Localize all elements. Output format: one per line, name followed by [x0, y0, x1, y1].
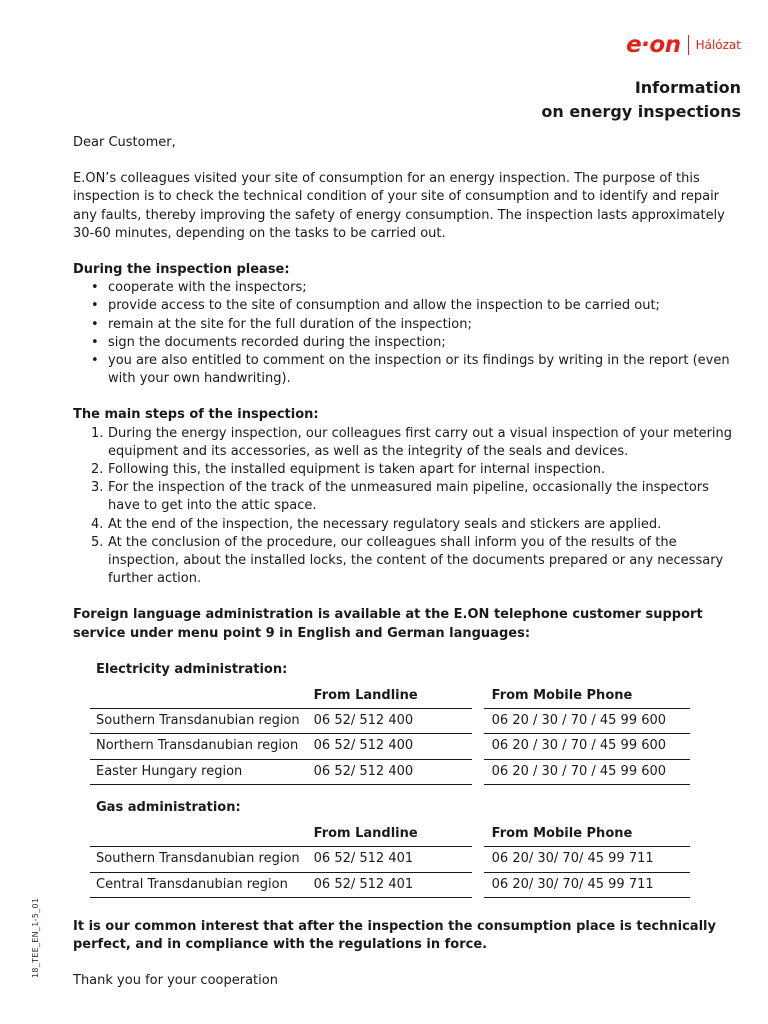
during-heading: During the inspection please: — [73, 262, 290, 278]
list-item — [73, 534, 733, 589]
table-row — [90, 872, 690, 897]
steps-heading: The main steps of the inspection: — [73, 407, 319, 423]
region-cell: Northern Transdanubian region — [90, 734, 306, 759]
title-line-1: Information — [634, 78, 741, 97]
step-text: For the inspection of the track of the unmeasured main pipeline, occasionally the inspectors have to get into the attic space. — [108, 480, 709, 514]
closing-statement: It is our common interest that after the inspection the consumption place is technically perfect, and in compliance with the regulations in force. — [73, 918, 716, 952]
table-row — [90, 709, 690, 734]
mobile-cell: 06 20/ 30/ 70/ 45 99 711 — [484, 847, 690, 872]
header-mobile: From Mobile Phone — [491, 688, 633, 704]
during-list — [73, 279, 733, 388]
mobile-cell: 06 20/ 30/ 70/ 45 99 711 — [484, 872, 690, 897]
table-header-row — [90, 684, 690, 709]
landline-cell: 06 52/ 512 400 — [306, 759, 472, 784]
electricity-label: Electricity administration: — [96, 661, 288, 677]
eon-logo — [626, 31, 741, 58]
table-header-row — [90, 822, 690, 847]
thank-you-line: Thank you for your cooperation — [73, 973, 278, 989]
intro-paragraph: E.ON’s colleagues visited your site of consumption for an energy inspection. The purpose of this inspection is to check the technical condition of your site of consumption and to identify and repair any faults, thereby improving the safety of energy consumption. The inspection lasts approximately 30-60 minutes, depending on the tasks to be carried out. — [73, 171, 725, 241]
list-item — [73, 479, 733, 515]
document-code: 18_TEE_EN_1-5_01 — [31, 897, 40, 978]
table-row — [90, 759, 690, 784]
landline-cell: 06 52/ 512 401 — [306, 847, 472, 872]
region-cell: Easter Hungary region — [90, 759, 306, 784]
greeting: Dear Customer, — [73, 135, 176, 150]
header-mobile: From Mobile Phone — [491, 826, 633, 842]
mobile-cell: 06 20 / 30 / 70 / 45 99 600 — [484, 709, 690, 734]
table-row — [90, 734, 690, 759]
gas-table — [90, 822, 690, 898]
header-landline: From Landline — [313, 688, 418, 704]
step-text: During the energy inspection, our colleagues first carry out a visual inspection of your metering equipment and its accessories, as well as the integrity of the seals and devices. — [108, 425, 733, 459]
mobile-cell: 06 20 / 30 / 70 / 45 99 600 — [484, 759, 690, 784]
step-number: 3. — [91, 480, 104, 496]
gas-label: Gas administration: — [96, 799, 241, 815]
step-number: 2. — [91, 462, 104, 478]
list-item: • sign the documents recorded during the inspection; — [73, 334, 733, 352]
list-item — [73, 461, 733, 479]
region-cell: Southern Transdanubian region — [90, 709, 306, 734]
logo-divider — [688, 35, 689, 55]
landline-cell: 06 52/ 512 400 — [306, 734, 472, 759]
list-item: • you are also entitled to comment on the inspection or its findings by writing in the report (even with your own handwriting). — [73, 352, 733, 388]
letter-body — [73, 134, 733, 990]
steps-list — [73, 425, 733, 589]
list-item — [73, 425, 733, 461]
logo-subtitle: Hálózat — [695, 37, 741, 52]
electricity-table — [90, 684, 690, 785]
landline-cell: 06 52/ 512 400 — [306, 709, 472, 734]
eon-logo-mark: e·on — [626, 31, 681, 58]
region-cell: Southern Transdanubian region — [90, 847, 306, 872]
step-number: 1. — [91, 425, 104, 441]
step-number: 5. — [91, 534, 104, 550]
table-row — [90, 847, 690, 872]
title-line-2: on energy inspections — [541, 102, 741, 121]
step-number: 4. — [91, 516, 104, 532]
list-item: • remain at the site for the full duration of the inspection; — [73, 316, 733, 334]
list-item: • provide access to the site of consumption and allow the inspection to be carried out; — [73, 297, 733, 315]
step-text: At the conclusion of the procedure, our colleagues shall inform you of the results of the inspection, about the installed locks, the content of the documents prepared or any necessary further action. — [108, 534, 724, 587]
landline-cell: 06 52/ 512 401 — [306, 872, 472, 897]
step-text: Following this, the installed equipment is taken apart for internal inspection. — [108, 462, 606, 478]
region-cell: Central Transdanubian region — [90, 872, 306, 897]
foreign-language-note: Foreign language administration is available at the E.ON telephone customer support service under menu point 9 in English and German languages: — [73, 607, 703, 641]
step-text: At the end of the inspection, the necessary regulatory seals and stickers are applied. — [108, 516, 662, 532]
mobile-cell: 06 20 / 30 / 70 / 45 99 600 — [484, 734, 690, 759]
header-landline: From Landline — [313, 826, 418, 842]
page-title — [541, 76, 741, 124]
list-item — [73, 516, 733, 534]
list-item: • cooperate with the inspectors; — [73, 279, 733, 297]
